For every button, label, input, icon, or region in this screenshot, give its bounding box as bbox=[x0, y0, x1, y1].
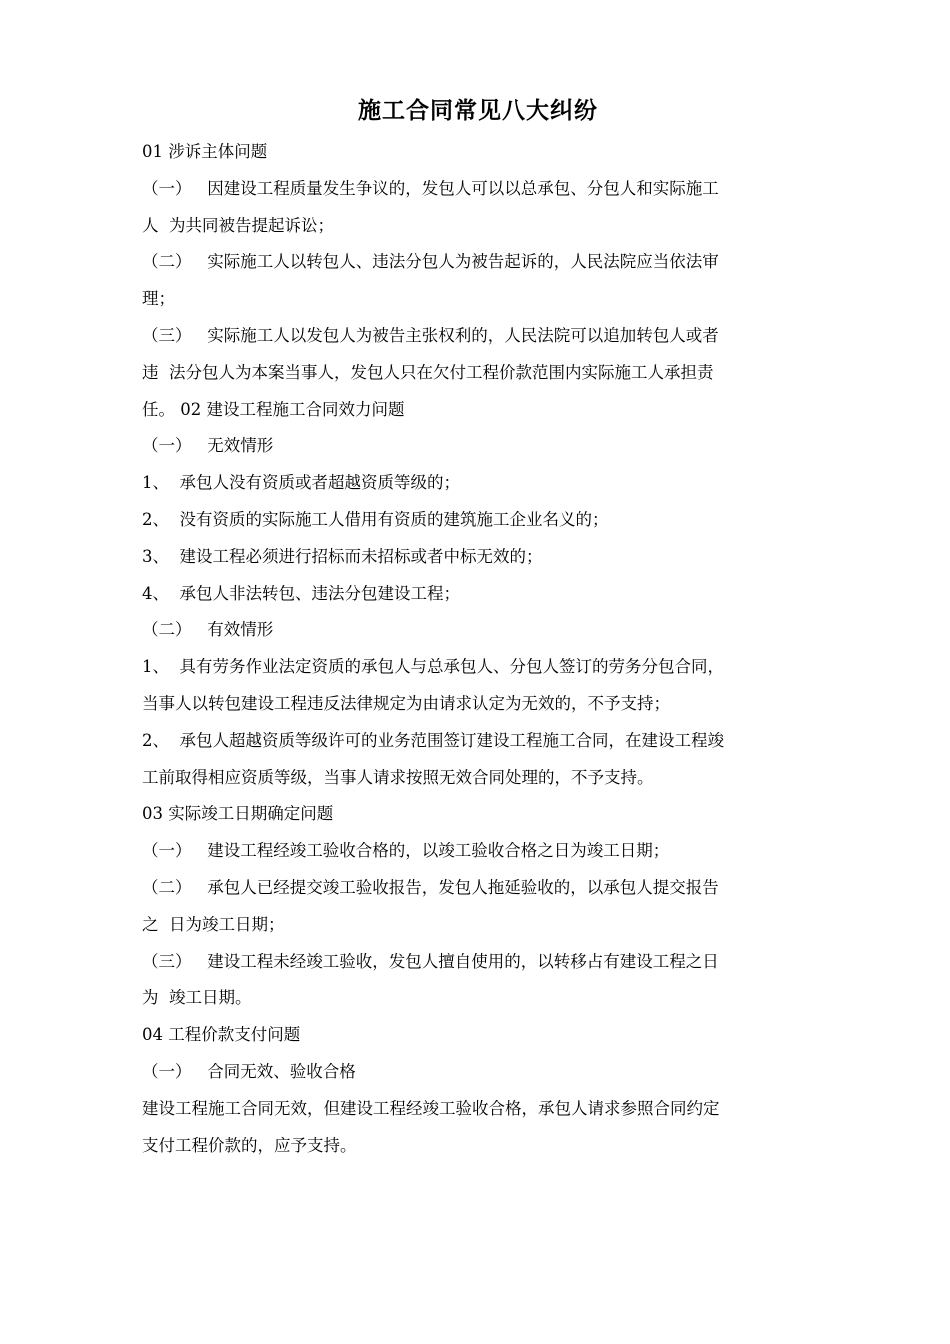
paragraph-line: 1、 具有劳务作业法定资质的承包人与总承包人、分包人签订的劳务分包合同， bbox=[142, 657, 724, 677]
paragraph-line: 3、 建设工程必须进行招标而未招标或者中标无效的； bbox=[142, 546, 543, 566]
paragraph-line: （一） 合同无效、验收合格 bbox=[142, 1061, 356, 1081]
paragraph-line: 2、 承包人超越资质等级许可的业务范围签订建设工程施工合同，在建设工程竣 bbox=[142, 730, 724, 750]
paragraph-line: （一） 因建设工程质量发生争议的，发包人可以以总承包、分包人和实际施工 bbox=[142, 178, 719, 198]
paragraph-line: 2、 没有资质的实际施工人借用有资质的建筑施工企业名义的； bbox=[142, 509, 609, 529]
paragraph-line: 当事人以转包建设工程违反法律规定为由请求认定为无效的，不予支持； bbox=[142, 693, 670, 713]
paragraph-line: 违 法分包人为本案当事人，发包人只在欠付工程价款范围内实际施工人承担责 bbox=[142, 362, 714, 382]
paragraph-line: 为 竣工日期。 bbox=[142, 988, 252, 1008]
paragraph-line: （二） 承包人已经提交竣工验收报告，发包人拖延验收的，以承包人提交报告 bbox=[142, 877, 719, 897]
document-body bbox=[142, 134, 814, 1164]
paragraph-line: （一） 建设工程经竣工验收合格的，以竣工验收合格之日为竣工日期； bbox=[142, 841, 670, 861]
paragraph-line: （二） 有效情形 bbox=[142, 620, 274, 640]
paragraph-line: 01 涉诉主体问题 bbox=[142, 142, 268, 161]
document-title: 施工合同常见八大纠纷 bbox=[358, 97, 598, 124]
paragraph-line: （三） 建设工程未经竣工验收，发包人擅自使用的，以转移占有建设工程之日 bbox=[142, 951, 719, 971]
paragraph-line: 之 日为竣工日期； bbox=[142, 914, 285, 934]
paragraph-line: 建设工程施工合同无效，但建设工程经竣工验收合格，承包人请求参照合同约定 bbox=[142, 1098, 720, 1118]
paragraph-line: 工前取得相应资质等级，当事人请求按照无效合同处理的，不予支持。 bbox=[142, 767, 654, 787]
paragraph-line: （二） 实际施工人以转包人、违法分包人为被告起诉的，人民法院应当依法审 bbox=[142, 252, 719, 272]
paragraph-line: 支付工程价款的，应予支持。 bbox=[142, 1135, 357, 1155]
paragraph-line: （三） 实际施工人以发包人为被告主张权利的，人民法院可以追加转包人或者 bbox=[142, 325, 719, 345]
paragraph-line: 人 为共同被告提起诉讼； bbox=[142, 215, 334, 235]
paragraph-line: 理； bbox=[142, 289, 175, 309]
paragraph-line: （一） 无效情形 bbox=[142, 436, 274, 456]
paragraph-line: 03 实际竣工日期确定问题 bbox=[142, 804, 334, 824]
paragraph-line: 04 工程价款支付问题 bbox=[142, 1025, 301, 1045]
paragraph-line: 1、 承包人没有资质或者超越资质等级的； bbox=[142, 473, 460, 493]
paragraph-line: 4、 承包人非法转包、违法分包建设工程； bbox=[142, 583, 460, 603]
document-page bbox=[142, 92, 814, 1164]
paragraph-line: 任。 02 建设工程施工合同效力问题 bbox=[142, 399, 405, 419]
